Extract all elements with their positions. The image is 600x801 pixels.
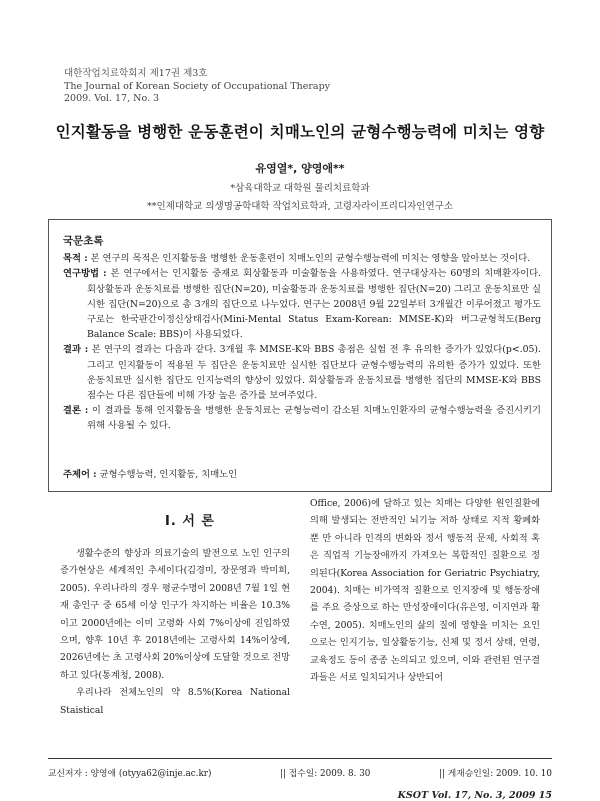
authors: 유영열*, 양영애**	[255, 162, 345, 175]
abstract-method	[63, 266, 541, 342]
conclusion-label: 결론 :	[63, 405, 89, 417]
keywords	[63, 466, 237, 480]
affiliation-2: **인제대학교 의생명공학대학 작업치료학과, 고령자라이프리디자인연구소	[146, 201, 454, 212]
purpose-label: 목적 :	[63, 253, 88, 265]
page-footer: KSOT Vol. 17, No. 3, 2009 15	[397, 790, 552, 801]
body-right-column	[310, 495, 540, 686]
abstract-purpose	[63, 251, 541, 266]
method-label: 연구방법 :	[63, 268, 107, 280]
result-text: 본 연구의 결과는 다음과 같다. 3개월 후 MMSE-K와 BBS 총점은 실험 전 후 유의한 증가가 있었다(p<.05). 그리고 인지활동이 적용된 두 집단은 운동치료만 실시한 집단보다 균형수행능력의 유의한 증가가 있었다. 또한 운동치료만 실시한 집단도 인지능력의 향상이 있었다. 회상활동과 운동치료를 병행한 집단의 MMSE-K와 BBS점수는 다른 집단들에 비해 가장 높은 증가를 보여주었다.	[87, 344, 541, 402]
correspondence-footer	[48, 758, 552, 785]
conclusion-text: 이 결과를 통해 인지활동을 병행한 운동치료는 균형능력이 감소된 치매노인환자의 균형수행능력을 증진시키기 위해 사용될 수 있다.	[87, 405, 541, 432]
journal-name-english: The Journal of Korean Society of Occupational Therapy	[64, 80, 331, 92]
intro-paragraph-2: 우리나라 전체노인의 약 8.5%(Korea National Staistical	[60, 687, 290, 716]
method-text: 본 연구에서는 인지활동 중재로 회상활동과 미술활동을 사용하였다. 연구대상자는 60명의 치매환자이다. 회상활동과 운동치료를 병행한 집단(N=20), 미술활동과 운동치료를 병행한 집단(N=20) 그리고 운동치료만 실시한 집단(N=20)으로 총 3개의 집단으로 나누었다. 연구는 2008년 9월 22일부터 3개월간 이루어졌고 평가도구로는 한국판간이정신상태검사(Mini-Mental Status Exam-Korean: MMSE-K)와 버그균형척도(Berg Balance Scale: BBS)이 사용되었다.	[87, 268, 542, 341]
purpose-text: 본 연구의 목적은 인지활동을 병행한 운동훈련이 치매노인의 균형수행능력에 미치는 영향을 알아보는 것이다.	[90, 253, 531, 265]
keywords-text: 균형수행능력, 인지활동, 치매노인	[99, 469, 238, 480]
abstract-box	[48, 219, 552, 492]
received-date: || 접수일: 2009. 8. 30	[280, 768, 371, 779]
abstract-heading: 국문초록	[63, 235, 104, 247]
intro-paragraph-1: 생활수준의 향상과 의료기술의 발전으로 노인 인구의 증가현상은 세계적인 추세이다(김경미, 장문영과 박미희, 2005). 우리나라의 경우 평균수명이 2008년 7월 1일 현재 총인구 중 65세 이상 인구가 차지하는 비율은 10.3%이고 2000년에는 이미 고령화 사회 7%이상에 진입하였으며, 향후 10년 후 2018년에는 고령사회 14%이상에, 2026년에는 초 고령사회 20%이상에 도달할 것으로 전망하고 있다(통계청, 2008).	[60, 548, 290, 681]
keywords-label: 주제어 :	[63, 469, 97, 480]
intro-paragraph-continued: Office, 2006)에 달하고 있는 치매는 다양한 원인질환에 의해 발생되는 전반적인 뇌기능 저하 상태로 지적 황폐화 뿐 만 아니라 인격의 변화와 정서 행동적 문제, 사회적 혹은 직업적 기능장애까지 가져오는 복합적인 질환으로 정의된다(Korea Association for Geriatric Psychiatry, 2004). 치매는 비가역적 질환으로 인지장애 및 행동장애를 주요 증상으로 하는 만성장애이다(유은영, 이지연과 황수연, 2005). 치매노인의 삶의 질에 영향을 미치는 요인으로는 인지기능, 일상활동기능, 신체 및 정서 상태, 연령, 교육정도 등이 종종 논의되고 있으며, 이와 관련된 연구결과들은 서로 일치되거나 상반되어	[310, 498, 540, 684]
abstract-conclusion	[63, 403, 541, 433]
abstract-result	[63, 342, 541, 403]
journal-header	[64, 68, 330, 106]
affiliation-1: *삼육대학교 대학원 물리치료학과	[230, 183, 370, 194]
body-left-column	[60, 545, 290, 719]
journal-volume: 2009. Vol. 17, No. 3	[64, 93, 160, 104]
accepted-date: || 게재승인일: 2009. 10. 10	[439, 768, 552, 779]
paper-title: 인지활동을 병행한 운동훈련이 치매노인의 균형수행능력에 미치는 영향	[55, 123, 545, 141]
result-label: 결과 :	[63, 344, 89, 356]
correspondence-author: 교신저자 : 양영애 (otyya62@inje.ac.kr)	[48, 768, 212, 779]
section-heading-introduction: Ⅰ. 서 론	[165, 514, 215, 529]
journal-name-korean: 대한작업치료학회지 제17권 제3호	[64, 68, 208, 79]
